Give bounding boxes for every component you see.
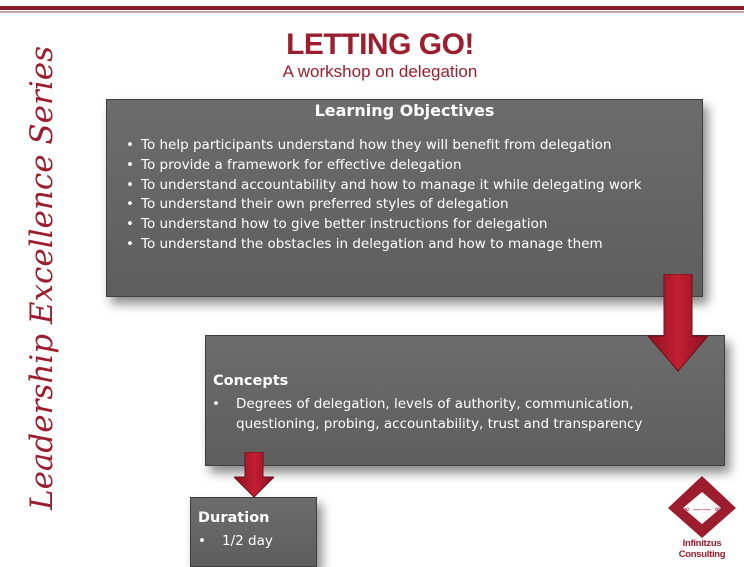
objective-text: To understand the obstacles in delegation and how to manage them xyxy=(141,235,603,252)
series-title: Leadership Excellence Series xyxy=(24,45,60,510)
objectives-heading: Learning Objectives xyxy=(314,101,495,120)
bullet-icon: • xyxy=(126,196,134,213)
concepts-box xyxy=(205,335,725,466)
list-item xyxy=(126,156,702,176)
top-accent-line xyxy=(0,11,744,13)
objective-text: To help participants understand how they will benefit from delegation xyxy=(141,137,612,153)
objective-text: To understand how to give better instructions for delegation xyxy=(141,216,548,233)
objectives-list xyxy=(107,136,702,255)
company-name: Infinitzus Consulting xyxy=(678,538,726,560)
page-title: LETTING GO! xyxy=(286,28,474,61)
list-item xyxy=(126,215,702,235)
list-item xyxy=(212,394,716,434)
page-subtitle: A workshop on delegation xyxy=(282,62,478,81)
concepts-heading: Concepts xyxy=(213,373,289,389)
objective-text: To provide a framework for effective delegation xyxy=(141,156,462,173)
company-logo xyxy=(660,474,744,558)
bullet-icon: • xyxy=(126,216,134,233)
learning-objectives-box xyxy=(106,99,703,297)
logo-symbol: ∞ —— ∞ xyxy=(682,505,722,515)
logo-diamond-icon xyxy=(660,474,744,538)
bullet-icon: • xyxy=(126,156,134,173)
duration-box xyxy=(190,497,317,567)
bullet-icon: • xyxy=(126,176,134,193)
bullet-icon: • xyxy=(126,137,134,153)
objective-text: To understand accountability and how to manage it while delegating work xyxy=(141,176,642,193)
objective-text: To understand their own preferred styles of delegation xyxy=(141,196,509,213)
list-item xyxy=(126,176,702,196)
list-item xyxy=(126,235,702,255)
top-accent-bar xyxy=(0,6,744,10)
duration-text: 1/2 day xyxy=(222,533,273,549)
duration-heading: Duration xyxy=(198,510,270,526)
list-item xyxy=(198,533,273,549)
arrow-down-icon xyxy=(234,452,274,498)
list-item xyxy=(126,195,702,215)
list-item xyxy=(126,136,702,156)
concepts-text: Degrees of delegation, levels of authority, communication, questioning, probing, accountability, trust and transparency xyxy=(236,396,643,432)
bullet-icon: • xyxy=(126,235,134,252)
bullet-icon: • xyxy=(198,533,206,549)
arrow-down-icon xyxy=(648,274,708,372)
bullet-icon: • xyxy=(212,396,220,412)
